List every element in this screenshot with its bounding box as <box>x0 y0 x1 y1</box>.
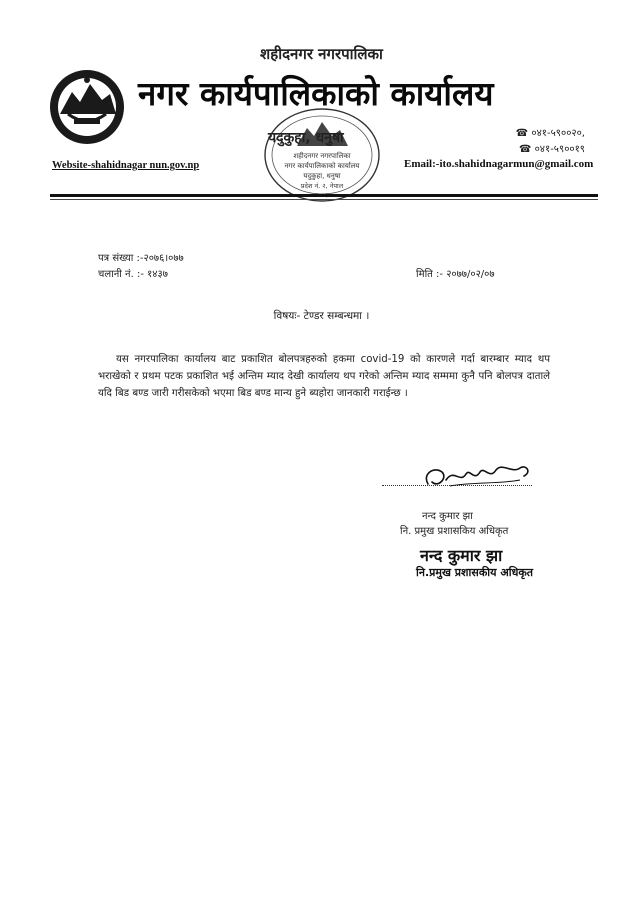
name-stamp: नन्द कुमार झा <box>420 546 503 565</box>
signer-name: नन्द कुमार झा <box>422 511 473 522</box>
phone-number-2: ☎ ०४१-५९००१९ <box>518 144 585 155</box>
seal-line-1: शहीदनगर नगरपालिका <box>293 152 351 160</box>
header-divider <box>50 194 598 197</box>
title-stamp: नि.प्रमुख प्रशासकीय अधिकृत <box>416 566 534 579</box>
email-address[interactable]: Email:-ito.shahidnagarmun@gmail.com <box>404 158 594 170</box>
signer-title: नि. प्रमुख प्रशासकिय अधिकृत <box>400 526 509 537</box>
nepal-emblem-icon <box>44 66 130 148</box>
dispatch-number: चलानी नं. :- १४३७ <box>98 269 168 280</box>
seal-line-3: यदुकुहा, धनुषा <box>303 172 341 180</box>
municipality-name: शहीदनगर नगरपालिका <box>260 45 383 63</box>
handwritten-signature <box>420 460 535 494</box>
header-divider-thin <box>50 199 598 200</box>
office-title: नगर कार्यपालिकाको कार्यालय <box>138 74 494 113</box>
office-seal <box>262 106 382 204</box>
seal-line-4: प्रदेश नं. २, नेपाल <box>300 182 344 190</box>
office-location: यदुकुहा, धनुषा <box>268 130 344 146</box>
phone-number-1: ☎ ०४१-५९००२०, <box>515 128 585 139</box>
letter-number: पत्र संख्या :-२०७६।०७७ <box>98 253 184 264</box>
letter-date: मिति :- २०७७/०२/०७ <box>416 269 495 280</box>
seal-line-2: नगर कार्यपालिकाको कार्यालय <box>284 162 360 170</box>
website-link[interactable]: Website-shahidnagar nun.gov.np <box>52 160 200 171</box>
letter-subject: विषयः- टेण्डर सम्बन्धमा । <box>273 310 370 322</box>
letter-body: यस नगरपालिका कार्यालय बाट प्रकाशित बोलपत्रहरुको हकमा covid-19 को कारणले गर्दा बारम्बार म्याद थप भराखेको र प्रथम पटक प्रकाशित भई अन्तिम म्याद देखी कार्यालय थप गरेको अन्तिम म्याद सम्ममा कुनै पनि बोलपत्र दाताले यदि बिड बण्ड जारी गरीसकेको भएमा बिड बण्ड मान्य हुने ब्यहोरा जानकारी गराईन्छ । <box>98 354 550 399</box>
